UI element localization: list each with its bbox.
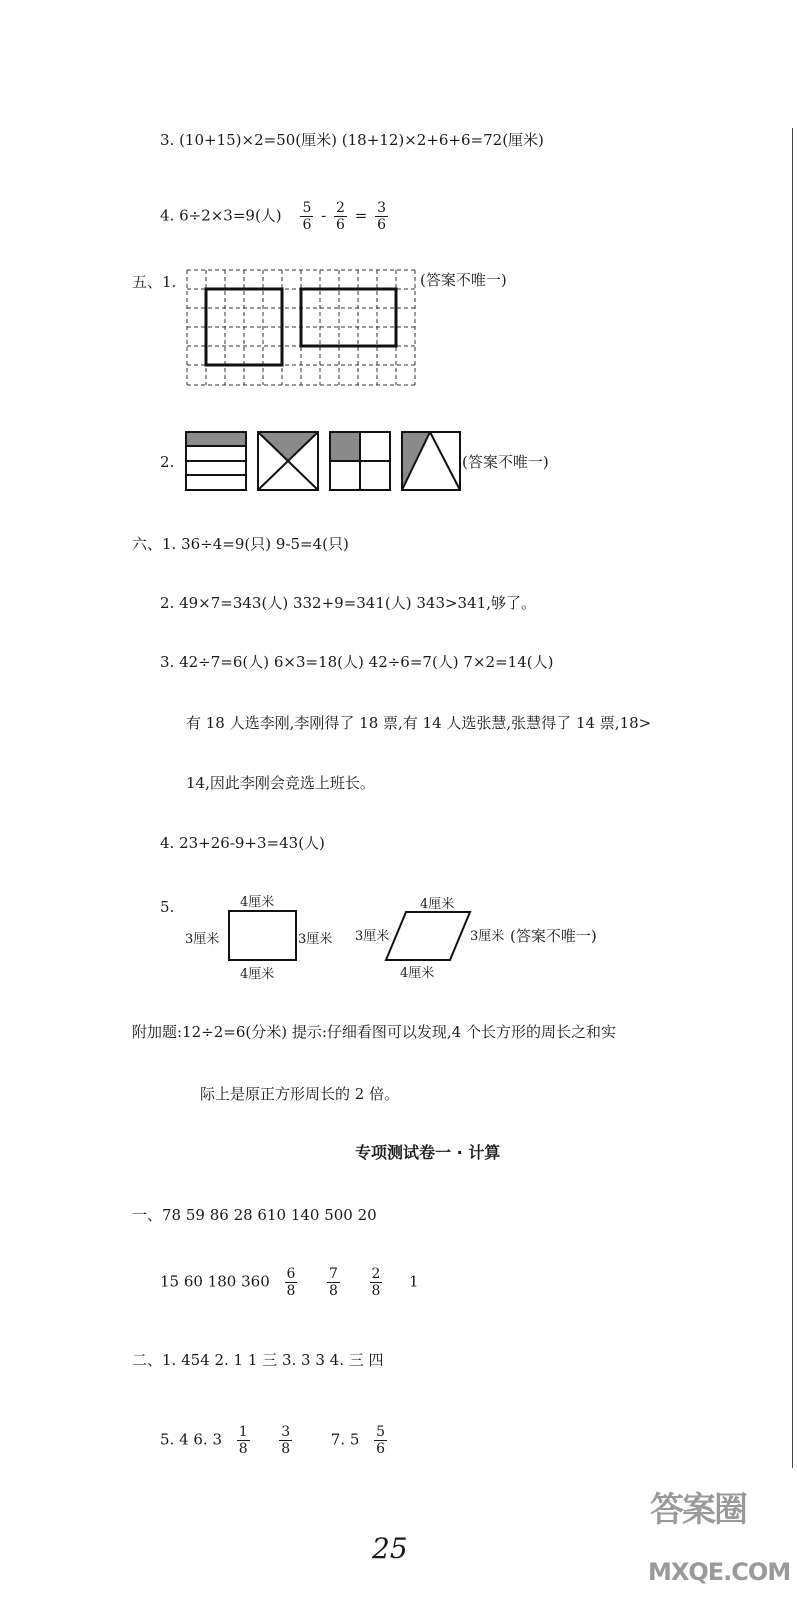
grid-figure xyxy=(185,268,417,390)
page-number: 25 xyxy=(372,1532,408,1565)
fraction xyxy=(279,1424,292,1457)
rect-label-bottom: 4厘米 xyxy=(240,967,275,982)
special-q1-values: 15 60 180 360 xyxy=(160,1272,270,1291)
fraction xyxy=(374,1424,387,1457)
special-q2-values: 5. 4 6. 3 xyxy=(160,1430,223,1449)
fraction-numerator: 7 xyxy=(329,1266,338,1282)
fraction-numerator: 3 xyxy=(281,1424,291,1440)
section-6-note: (答案不唯一) xyxy=(510,927,597,945)
line-6-3-c: 14,因此李刚会竞选上班长。 xyxy=(186,774,375,792)
shape-triangles xyxy=(402,432,460,490)
line-6-2: 2. 49×7=343(人) 332+9=341(人) 343>341,够了。 xyxy=(160,594,536,612)
fraction xyxy=(237,1424,250,1457)
fraction xyxy=(334,200,347,233)
page-edge-line xyxy=(792,128,793,1468)
fraction-denominator: 8 xyxy=(286,1283,296,1299)
fraction xyxy=(285,1266,298,1299)
fraction xyxy=(375,200,388,233)
para-label-right: 3厘米 xyxy=(470,929,505,944)
para-label-left: 3厘米 xyxy=(355,929,390,944)
rect-label-left: 3厘米 xyxy=(185,932,220,947)
fraction-numerator: 3 xyxy=(377,200,386,216)
rect-label-right: 3厘米 xyxy=(298,932,333,947)
fraction-denominator: 6 xyxy=(376,1441,386,1457)
line-4-4 xyxy=(160,200,391,233)
fraction-numerator: 5 xyxy=(302,200,312,216)
para-label-top: 4厘米 xyxy=(420,897,455,912)
line-6-3-b: 有 18 人选李刚,李刚得了 18 票,有 14 人选张慧,张慧得了 14 票,18> xyxy=(186,714,652,732)
fraction-shapes xyxy=(184,430,464,494)
shape-diagonals xyxy=(258,432,318,490)
special-q1-line-a: 一、78 59 86 28 610 140 500 20 xyxy=(132,1206,377,1224)
special-q2-line-b xyxy=(160,1424,390,1457)
fraction xyxy=(327,1266,340,1299)
line-4-4-expr: 4. 6÷2×3=9(人) xyxy=(160,206,282,225)
watermark-logo: 答案圈 xyxy=(650,1490,746,1530)
line-6-4: 4. 23+26-9+3=43(人) xyxy=(160,834,325,852)
fraction-denominator: 6 xyxy=(302,217,312,233)
equals-sign: = xyxy=(354,206,368,225)
line-6-5: 5. xyxy=(160,898,175,916)
line-6-3: 3. 42÷7=6(人) 6×3=18(人) 42÷6=7(人) 7×2=14(人) xyxy=(160,653,554,671)
shape-strips xyxy=(186,432,246,490)
line-6-1: 六、1. 36÷4=9(只) 9-5=4(只) xyxy=(132,535,349,553)
fraction-denominator: 6 xyxy=(377,217,386,233)
minus-sign: - xyxy=(321,206,327,225)
fraction-denominator: 8 xyxy=(371,1283,381,1299)
fraction-denominator: 8 xyxy=(238,1441,248,1457)
extra-line-1: 附加题:12÷2=6(分米) 提示:仔细看图可以发现,4 个长方形的周长之和实 xyxy=(132,1023,616,1041)
section-5-label: 五、1. xyxy=(132,273,177,291)
shape-quarters xyxy=(330,432,390,490)
special-q1-line-b xyxy=(160,1266,419,1299)
rectangle-figure xyxy=(228,910,298,962)
fraction-denominator: 6 xyxy=(336,217,345,233)
fraction-numerator: 5 xyxy=(376,1424,386,1440)
fraction-denominator: 8 xyxy=(281,1441,291,1457)
section-title: 专项测试卷一 · 计算 xyxy=(355,1143,501,1162)
fraction-numerator: 2 xyxy=(371,1266,381,1282)
section-5-note-1: (答案不唯一) xyxy=(420,271,507,289)
extra-line-2: 际上是原正方形周长的 2 倍。 xyxy=(200,1085,400,1103)
special-q2-line-a: 二、1. 454 2. 1 1 三 3. 3 3 4. 三 四 xyxy=(132,1351,384,1369)
para-label-bottom: 4厘米 xyxy=(400,966,435,981)
fraction-numerator: 6 xyxy=(286,1266,296,1282)
fraction xyxy=(370,1266,383,1299)
fraction-numerator: 2 xyxy=(336,200,345,216)
fraction-denominator: 8 xyxy=(329,1283,338,1299)
section-5-note-2: (答案不唯一) xyxy=(462,453,549,471)
special-q1-last: 1 xyxy=(408,1272,419,1291)
line-4-3: 3. (10+15)×2=50(厘米) (18+12)×2+6+6=72(厘米) xyxy=(160,131,544,149)
watermark-url: MXQE.COM xyxy=(648,1558,791,1586)
rect-label-top: 4厘米 xyxy=(240,895,275,910)
parallelogram-figure xyxy=(384,910,474,962)
rectangle-shape xyxy=(301,289,396,346)
section-5-label-2: 2. xyxy=(160,453,175,471)
fraction-numerator: 1 xyxy=(238,1424,248,1440)
fraction xyxy=(300,200,313,233)
special-q2-value-7: 7. 5 xyxy=(330,1430,360,1449)
